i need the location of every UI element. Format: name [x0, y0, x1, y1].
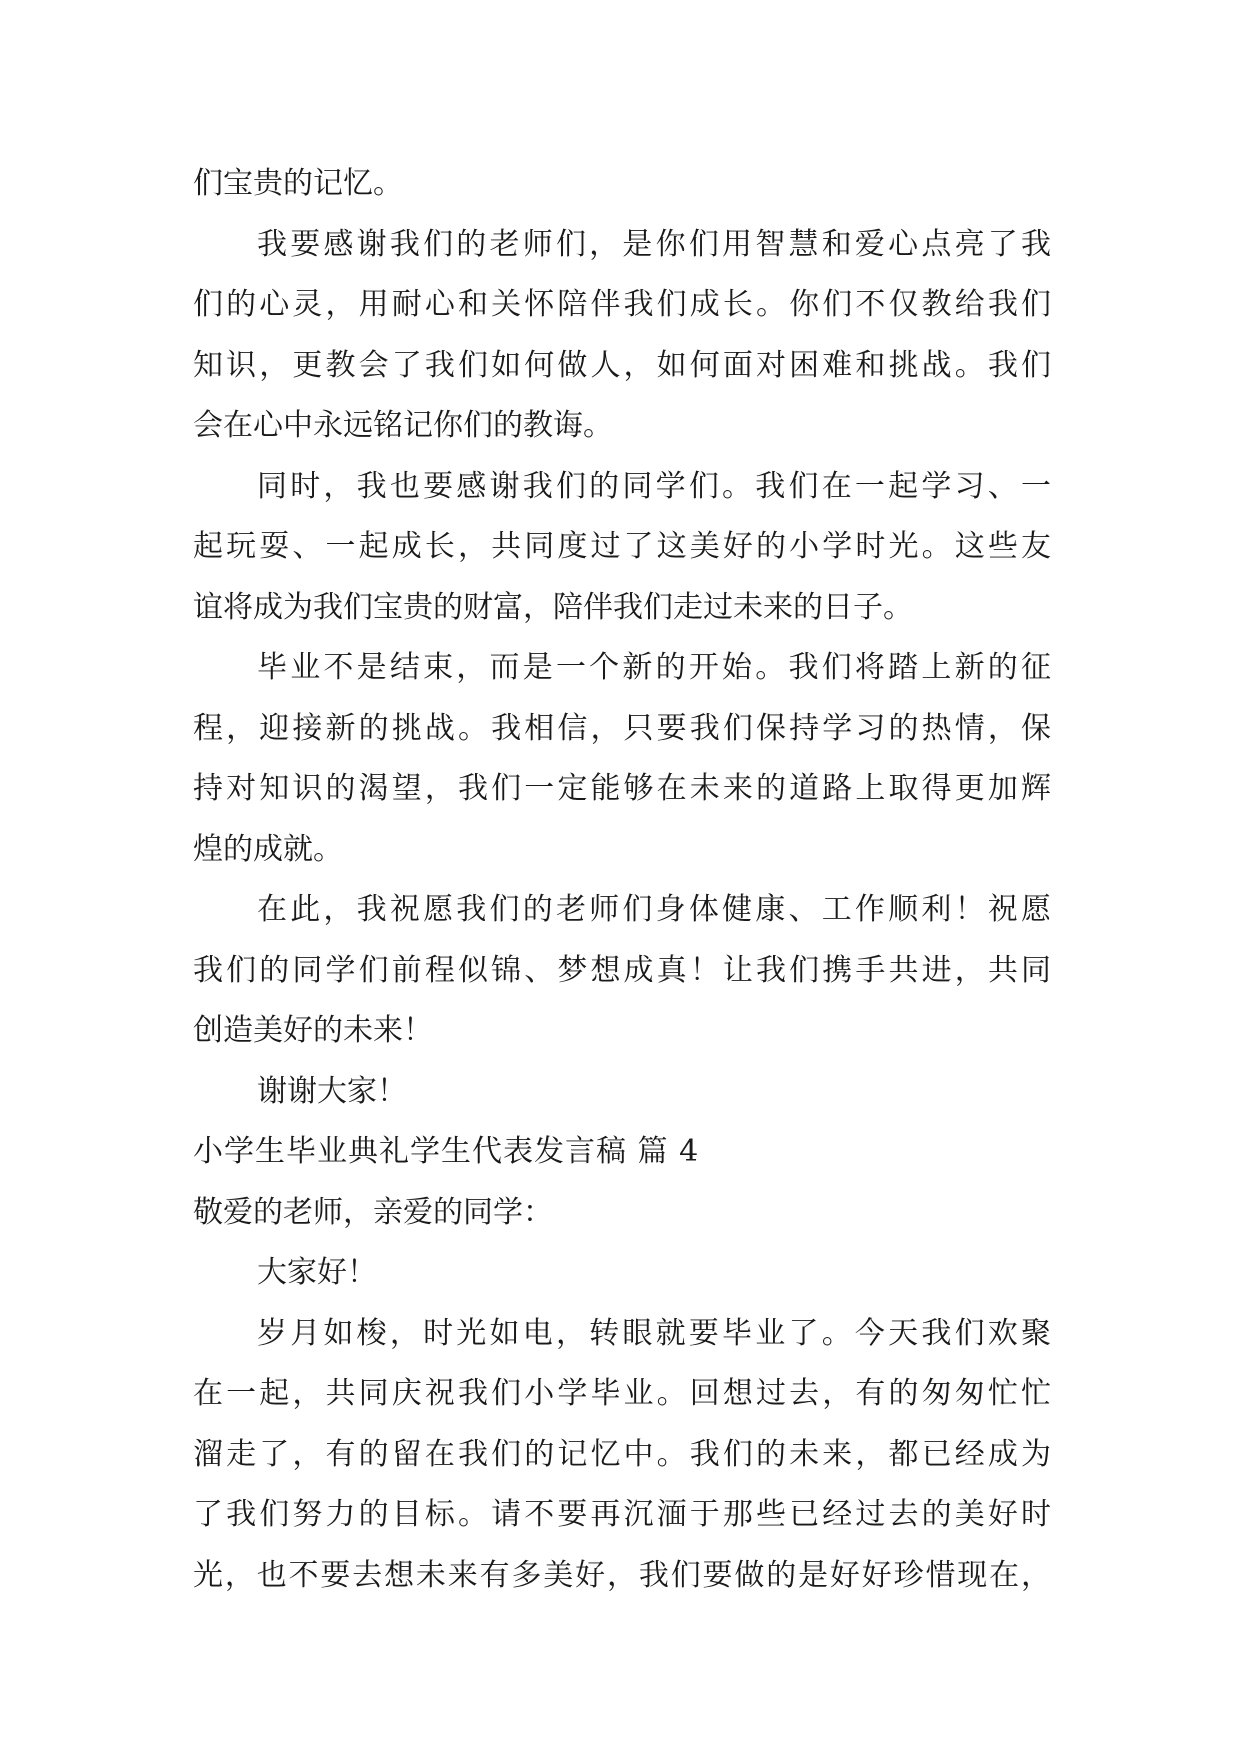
text-line: 光，也不要去想未来有多美好，我们要做的是好好珍惜现在，	[193, 1557, 1051, 1593]
greeting: 大家好！	[257, 1255, 377, 1290]
text-line: 煌的成就。	[193, 831, 343, 867]
text-line: 毕业不是结束，而是一个新的开始。我们将踏上新的征	[257, 650, 1051, 685]
text-line: 程，迎接新的挑战。我相信，只要我们保持学习的热情，保	[193, 710, 1051, 746]
text-line: 在一起，共同庆祝我们小学毕业。回想过去，有的匆匆忙忙	[193, 1376, 1051, 1411]
text-line: 谊将成为我们宝贵的财富，陪伴我们走过未来的日子。	[193, 589, 913, 625]
text-line: 我们的同学们前程似锦、梦想成真！让我们携手共进，共同	[193, 952, 1051, 988]
text-line: 创造美好的未来！	[193, 1013, 433, 1048]
text-line: 起玩耍、一起成长，共同度过了这美好的小学时光。这些友	[193, 529, 1051, 564]
salutation: 敬爱的老师，亲爱的同学：	[193, 1194, 553, 1230]
text-line: 知识，更教会了我们如何做人，如何面对困难和挑战。我们	[193, 347, 1051, 383]
text-line: 岁月如梭，时光如电，转眼就要毕业了。今天我们欢聚	[257, 1315, 1051, 1351]
text-line: 在此，我祝愿我们的老师们身体健康、工作顺利！祝愿	[257, 892, 1051, 927]
text-line: 们的心灵，用耐心和关怀陪伴我们成长。你们不仅教给我们	[193, 287, 1051, 322]
text-line: 会在心中永远铭记你们的教诲。	[193, 408, 613, 443]
document-body	[193, 154, 1051, 1606]
text-line: 了我们努力的目标。请不要再沉湎于那些已经过去的美好时	[193, 1497, 1051, 1532]
text-line: 溜走了，有的留在我们的记忆中。我们的未来，都已经成为	[193, 1436, 1051, 1472]
text-line: 持对知识的渴望，我们一定能够在未来的道路上取得更加辉	[193, 771, 1051, 806]
section-heading: 小学生毕业典礼学生代表发言稿 篇 4	[193, 1134, 700, 1169]
text-line: 我要感谢我们的老师们，是你们用智慧和爱心点亮了我	[257, 226, 1051, 262]
text-line: 谢谢大家！	[257, 1073, 407, 1109]
text-line: 同时，我也要感谢我们的同学们。我们在一起学习、一	[257, 468, 1051, 504]
text-line: 们宝贵的记忆。	[193, 166, 403, 201]
